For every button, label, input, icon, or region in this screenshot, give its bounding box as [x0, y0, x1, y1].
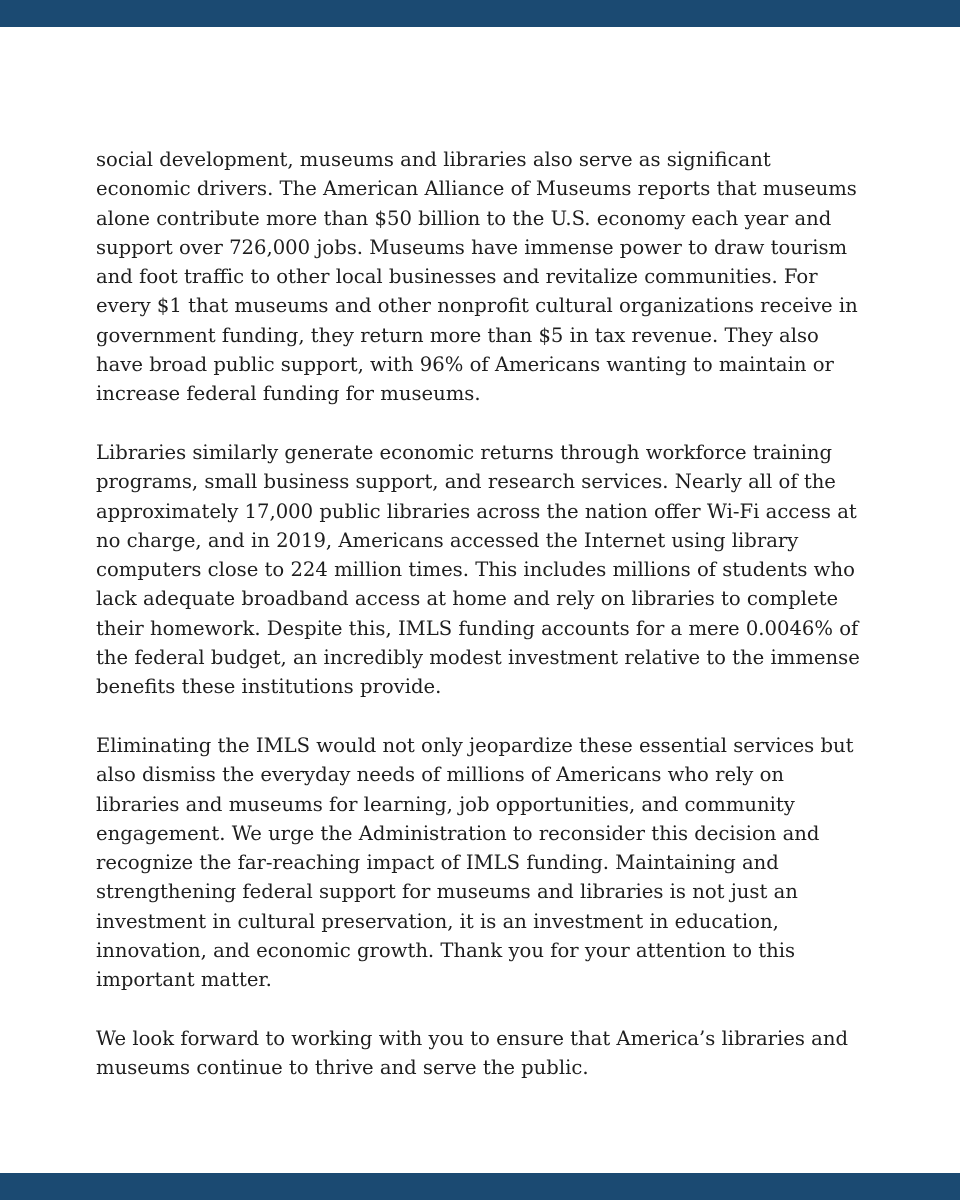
- letter-body: [96, 145, 868, 1112]
- paragraph-economic-drivers: social development, museums and libraries also serve as significant economic drivers. The American Alliance of Museums reports that museums alone contribute more than $50 billion to the U.S. economy each year and support over 726,000 jobs. Museums have immense power to draw tourism and foot traffic to other local businesses and revitalize communities. For every $1 that museums and other nonprofit cultural organizations receive in government funding, they return more than $5 in tax revenue. They also have broad public support, with 96% of Americans wanting to maintain or increase federal funding for museums.: [96, 148, 858, 406]
- paragraph-eliminating-imls: Eliminating the IMLS would not only jeopardize these essential services but also dismiss the everyday needs of millions of Americans who rely on libraries and museums for learning, job opportunities, and community engagement. We urge the Administration to reconsider this decision and recognize the far-reaching impact of IMLS funding. Maintaining and strengthening federal support for museums and libraries is not just an investment in cultural preservation, it is an investment in education, innovation, and economic growth. Thank you for your attention to this important matter.: [96, 733, 854, 992]
- paragraph-libraries-returns: Libraries similarly generate economic returns through workforce training programs, small business support, and research services. Nearly all of the approximately 17,000 public libraries across the nation offer Wi-Fi access at no charge, and in 2019, Americans accessed the Internet using library computers close to 224 million times. This includes millions of students who lack adequate broadband access at home and rely on libraries to complete their homework. Despite this, IMLS funding accounts for a mere 0.0046% of the federal budget, an incredibly modest investment relative to the immense benefits these institutions provide.: [96, 440, 860, 699]
- paragraph-closing: We look forward to working with you to ensure that America’s libraries and museums continue to thrive and serve the public.: [96, 1026, 849, 1080]
- top-accent-bar: [0, 0, 960, 27]
- bottom-accent-bar: [0, 1173, 960, 1200]
